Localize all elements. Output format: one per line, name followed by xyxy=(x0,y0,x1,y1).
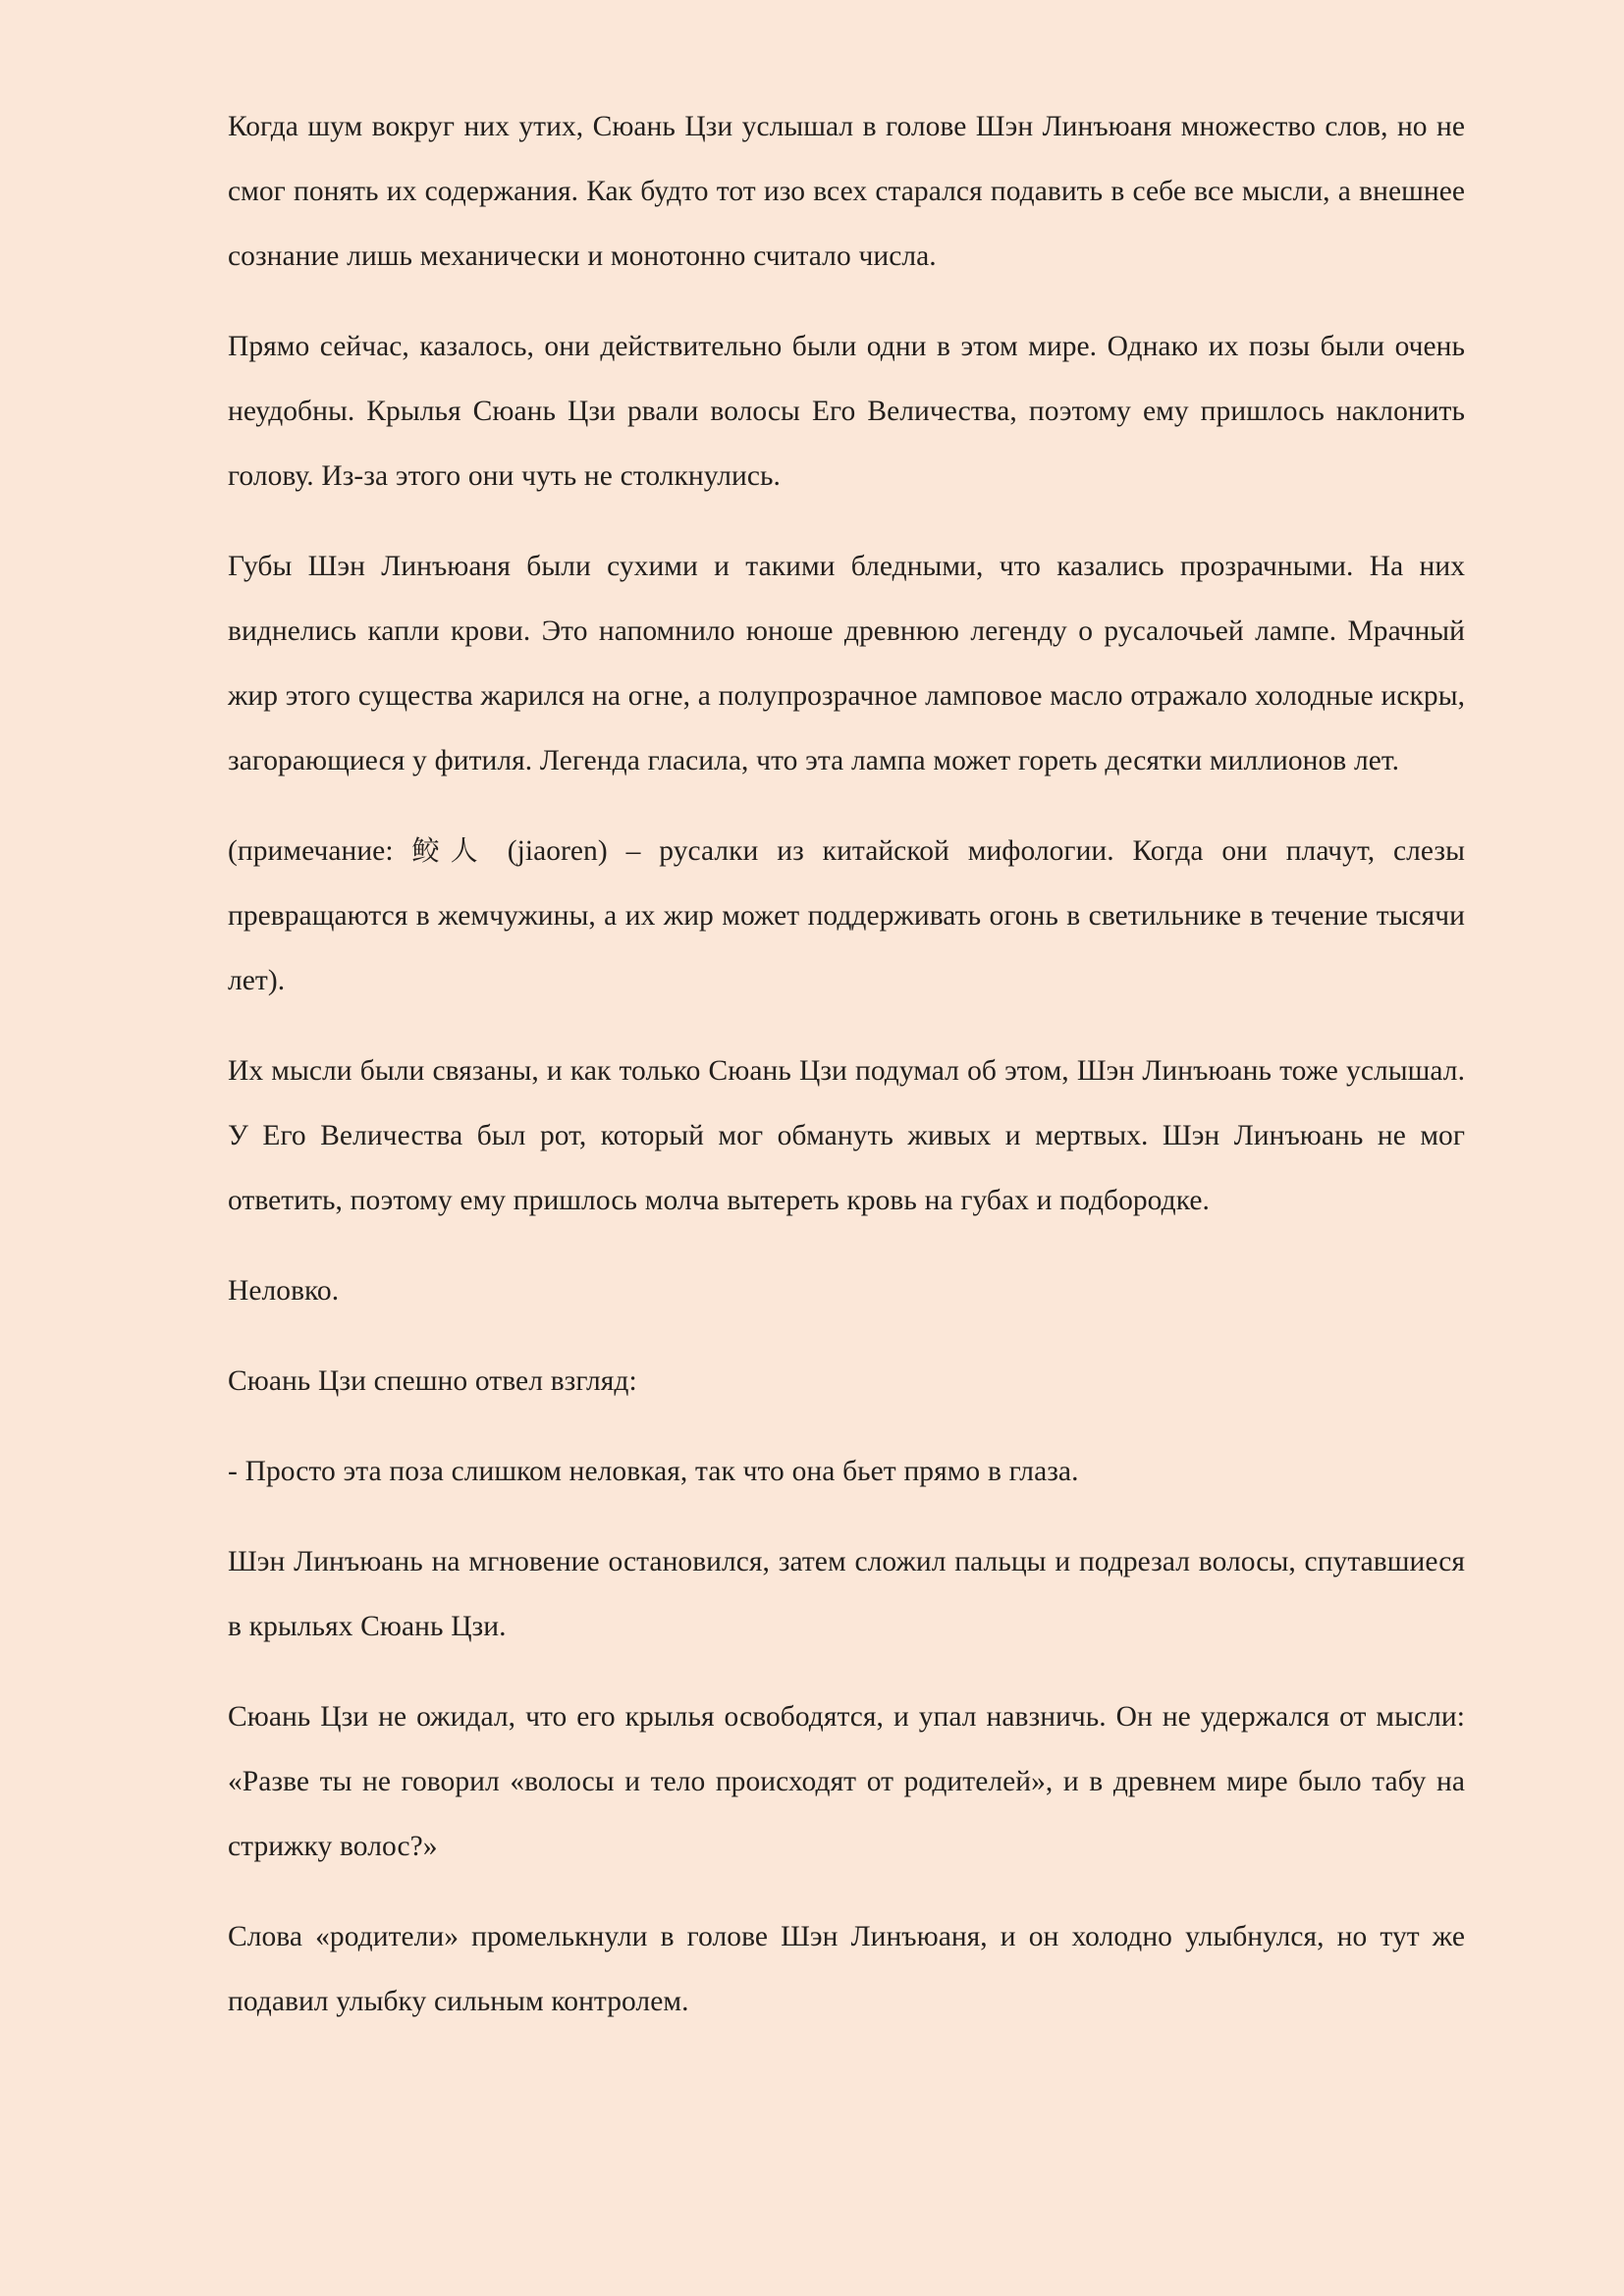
paragraph-translator-note xyxy=(228,819,1465,1013)
paragraph-3: Губы Шэн Линъюаня были сухими и такими бледными, что казались прозрачными. На них виднелись капли крови. Это напомнило юноше древнюю легенду о русалочьей лампе. Мрачный жир этого существа жарился на огне, а полупрозрачное ламповое масло отражало холодные искры, загорающиеся у фитиля. Легенда гласила, что эта лампа может гореть десятки миллионов лет. xyxy=(228,551,1466,776)
note-prefix: (примечание: xyxy=(228,835,412,867)
note-suffix: (jiaoren) – русалки из китайской мифологии. Когда они плачут, слезы превращаются в жемчужины, а их жир может поддерживать огонь в светильнике в течение тысячи лет). xyxy=(228,835,1465,996)
paragraph-dialogue-line: - Просто эта поза слишком неловкая, так что она бьет прямо в глаза. xyxy=(228,1456,1079,1487)
note-cjk-term: 鲛人 xyxy=(411,834,489,867)
paragraph-1: Когда шум вокруг них утих, Сюань Цзи услышал в голове Шэн Линъюаня множество слов, но не смог понять их содержания. Как будто тот изо всех старался подавить в себе все мысли, а внешнее сознание лишь механически и монотонно считало числа. xyxy=(228,111,1465,272)
paragraph-7: Сюань Цзи спешно отвел взгляд: xyxy=(228,1365,637,1397)
paragraph-10: Сюань Цзи не ожидал, что его крылья освободятся, и упал навзничь. Он не удержался от мысли: «Разве ты не говорил «волосы и тело происходят от родителей», и в древнем мире было табу на стрижку волос?» xyxy=(228,1701,1465,1862)
paragraph-9: Шэн Линъюань на мгновение остановился, затем сложил пальцы и подрезал волосы, спутавшиеся в крыльях Сюань Цзи. xyxy=(228,1546,1465,1642)
paragraph-6: Неловко. xyxy=(228,1275,340,1307)
paragraph-11: Слова «родители» промелькнули в голове Шэн Линъюаня, и он холодно улыбнулся, но тут же подавил улыбку сильным контролем. xyxy=(228,1921,1465,2017)
paragraph-5: Их мысли были связаны, и как только Сюань Цзи подумал об этом, Шэн Линъюань тоже услышал. У Его Величества был рот, который мог обмануть живых и мертвых. Шэн Линъюань не мог ответить, поэтому ему пришлось молча вытереть кровь на губах и подбородке. xyxy=(228,1055,1465,1216)
paragraph-2: Прямо сейчас, казалось, они действительно были одни в этом мире. Однако их позы были очень неудобны. Крылья Сюань Цзи рвали волосы Его Величества, поэтому ему пришлось наклонить голову. Из-за этого они чуть не столкнулись. xyxy=(228,331,1465,492)
document-body xyxy=(228,94,1465,2034)
